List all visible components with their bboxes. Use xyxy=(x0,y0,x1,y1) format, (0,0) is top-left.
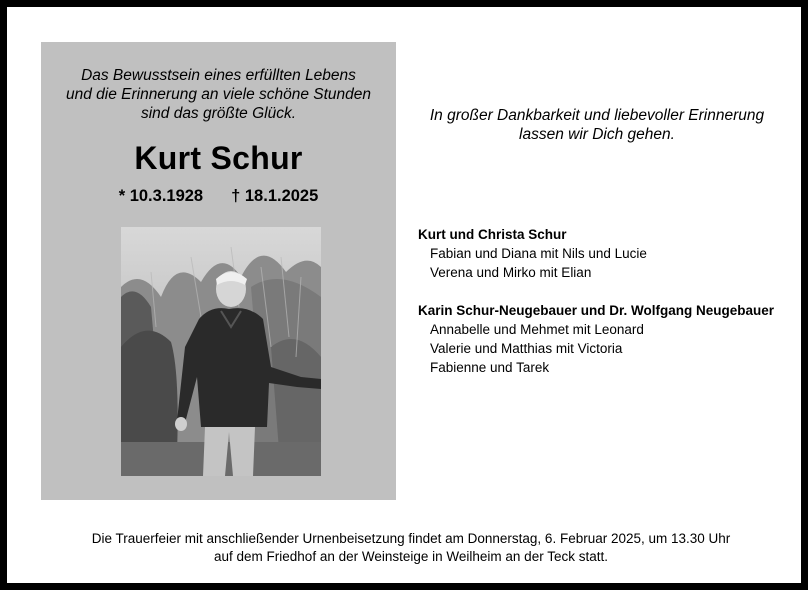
birth-date: * 10.3.1928 xyxy=(118,187,204,205)
portrait-photo-image xyxy=(121,227,321,476)
memorial-quote xyxy=(41,66,396,123)
mourners-list xyxy=(418,225,774,396)
farewell-quote xyxy=(397,106,797,144)
deceased-name: Kurt Schur xyxy=(134,140,303,176)
quote-line: sind das größte Glück. xyxy=(140,105,297,122)
family-member: Verena und Mirko mit Elian xyxy=(430,265,592,280)
farewell-line: lassen wir Dich gehen. xyxy=(519,126,675,143)
family-member: Fabienne und Tarek xyxy=(430,360,550,375)
quote-line: und die Erinnerung an viele schöne Stunden xyxy=(65,86,372,103)
family-head: Kurt und Christa Schur xyxy=(418,227,567,242)
family-head: Karin Schur-Neugebauer und Dr. Wolfgang Neugebauer xyxy=(418,303,775,318)
family-member: Valerie und Matthias mit Victoria xyxy=(430,341,623,356)
family-member: Fabian und Diana mit Nils und Lucie xyxy=(430,246,647,261)
funeral-notice-line: Die Trauerfeier mit anschließender Urnenbeisetzung findet am Donnerstag, 6. Februar 2025, um 13.30 Uhr xyxy=(91,531,731,546)
quote-line: Das Bewusstsein eines erfüllten Lebens xyxy=(81,67,356,84)
family-group xyxy=(418,301,774,377)
portrait-panel xyxy=(41,42,396,500)
life-dates xyxy=(41,187,396,206)
family-member: Annabelle und Mehmet mit Leonard xyxy=(430,322,644,337)
portrait-photo xyxy=(121,227,321,476)
family-group xyxy=(418,225,774,282)
funeral-notice-line: auf dem Friedhof an der Weinsteige in Weilheim an der Teck statt. xyxy=(214,549,608,564)
funeral-notice xyxy=(7,530,808,566)
farewell-line: In großer Dankbarkeit und liebevoller Erinnerung xyxy=(429,107,765,124)
death-date: † 18.1.2025 xyxy=(231,187,319,205)
